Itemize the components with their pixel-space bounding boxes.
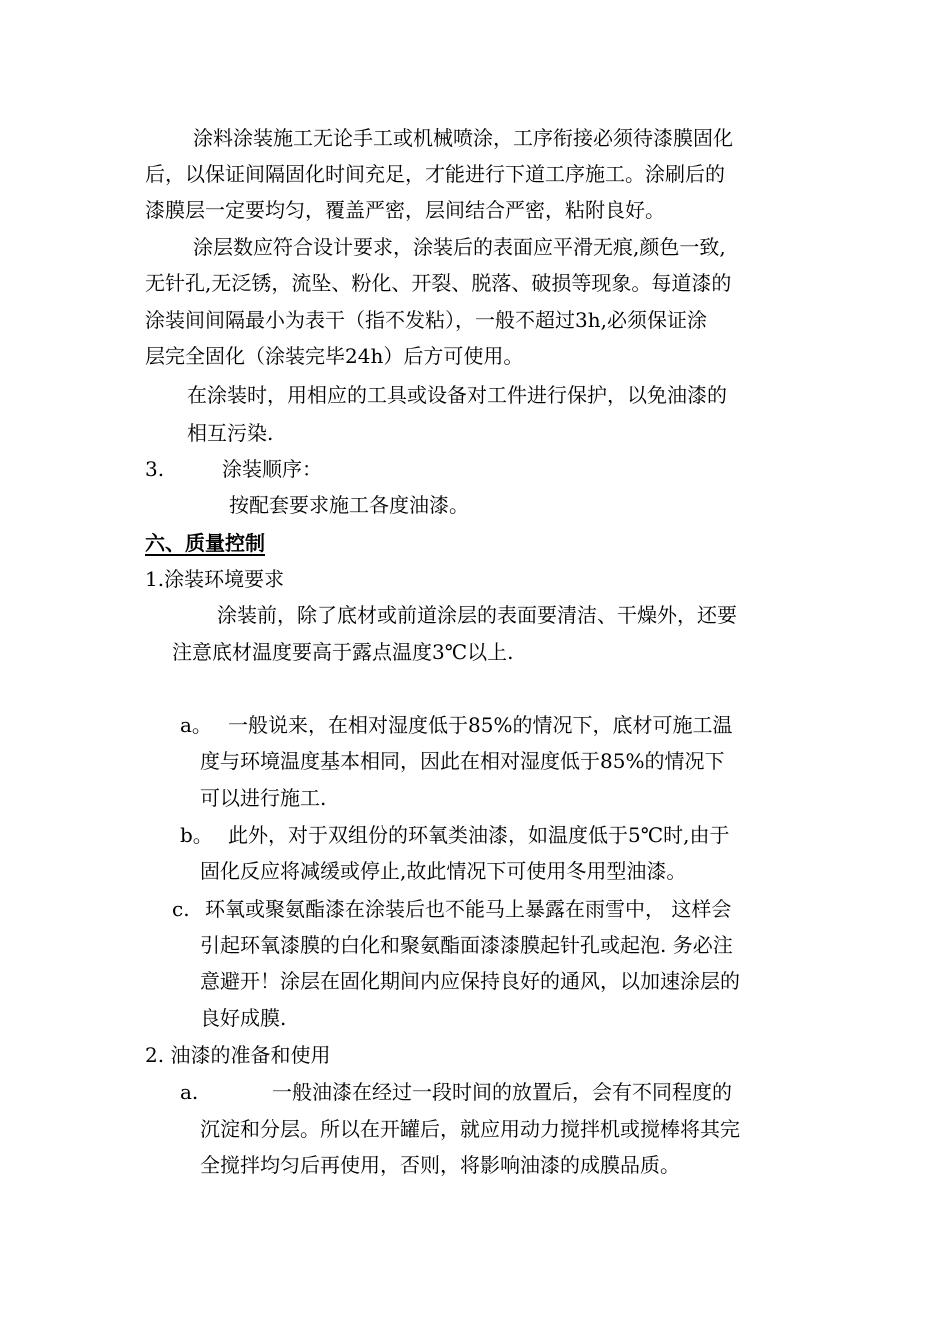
item3-number: 3. (145, 457, 165, 481)
sub1-c-line2: 引起环氧漆膜的白化和聚氨酯面漆漆膜起针孔或起泡. 务必注 (200, 933, 733, 957)
sub1-c-line3: 意避开！涂层在固化期间内应保持良好的通风，以加速涂层的 (200, 969, 740, 993)
item3-title: 涂装顺序： (222, 457, 322, 481)
sub1-a-label: a。 (180, 713, 212, 737)
section6-heading: 六、质量控制 (145, 531, 265, 555)
sub2-a-label: a. (180, 1080, 199, 1104)
para3-line1: 在涂装时，用相应的工具或设备对工件进行保护，以免油漆的 (187, 383, 727, 407)
para2-line3: 涂装间间隔最小为表干（指不发粘），一般不超过3h,必须保证涂 (145, 308, 707, 332)
sub1-a-line1: 一般说来，在相对湿度低于85%的情况下，底材可施工温 (228, 713, 733, 737)
sub1-title: 1.涂装环境要求 (145, 567, 285, 591)
sub1-c-line4: 良好成膜. (200, 1006, 287, 1030)
sub1-intro-line2: 注意底材温度要高于露点温度3℃以上. (172, 640, 514, 664)
sub1-b-line1: 此外，对于双组份的环氧类油漆，如温度低于5℃时,由于 (228, 823, 730, 847)
sub1-intro-line1: 涂装前，除了底材或前道涂层的表面要清洁、干燥外，还要 (217, 603, 737, 627)
para1-line3: 漆膜层一定要均匀，覆盖严密，层间结合严密，粘附良好。 (145, 198, 665, 222)
para3-line2: 相互污染. (187, 421, 274, 445)
sub1-b-label: b。 (180, 823, 213, 847)
para1-line1: 涂料涂装施工无论手工或机械喷涂，工序衔接必须待漆膜固化 (193, 126, 733, 150)
sub1-a-line3: 可以进行施工. (200, 786, 327, 810)
sub1-c-line1: 环氧或聚氨酯漆在涂装后也不能马上暴露在雨雪中， 这样会 (205, 897, 732, 921)
item3-body: 按配套要求施工各度油漆。 (229, 493, 469, 517)
sub2-a-line1: 一般油漆在经过一段时间的放置后，会有不同程度的 (272, 1080, 732, 1104)
sub2-a-line3: 全搅拌均匀后再使用，否则，将影响油漆的成膜品质。 (200, 1153, 680, 1177)
sub1-b-line2: 固化反应将减缓或停止,故此情况下可使用冬用型油漆。 (200, 859, 687, 883)
para1-line2: 后，以保证间隔固化时间充足，才能进行下道工序施工。涂刷后的 (145, 162, 725, 186)
para2-line4: 层完全固化（涂装完毕24h）后方可使用。 (145, 344, 524, 368)
sub1-a-line2: 度与环境温度基本相同，因此在相对湿度低于85%的情况下 (200, 749, 725, 773)
para2-line1: 涂层数应符合设计要求，涂装后的表面应平滑无痕,颜色一致, (193, 235, 726, 259)
sub1-c-label: c. (172, 897, 190, 921)
sub2-a-line2: 沉淀和分层。所以在开罐后，就应用动力搅拌机或搅棒将其完 (200, 1117, 740, 1141)
para2-line2: 无针孔,无泛锈，流坠、粉化、开裂、脱落、破损等现象。每道漆的 (145, 271, 732, 295)
sub2-title: 2. 油漆的准备和使用 (145, 1043, 331, 1067)
